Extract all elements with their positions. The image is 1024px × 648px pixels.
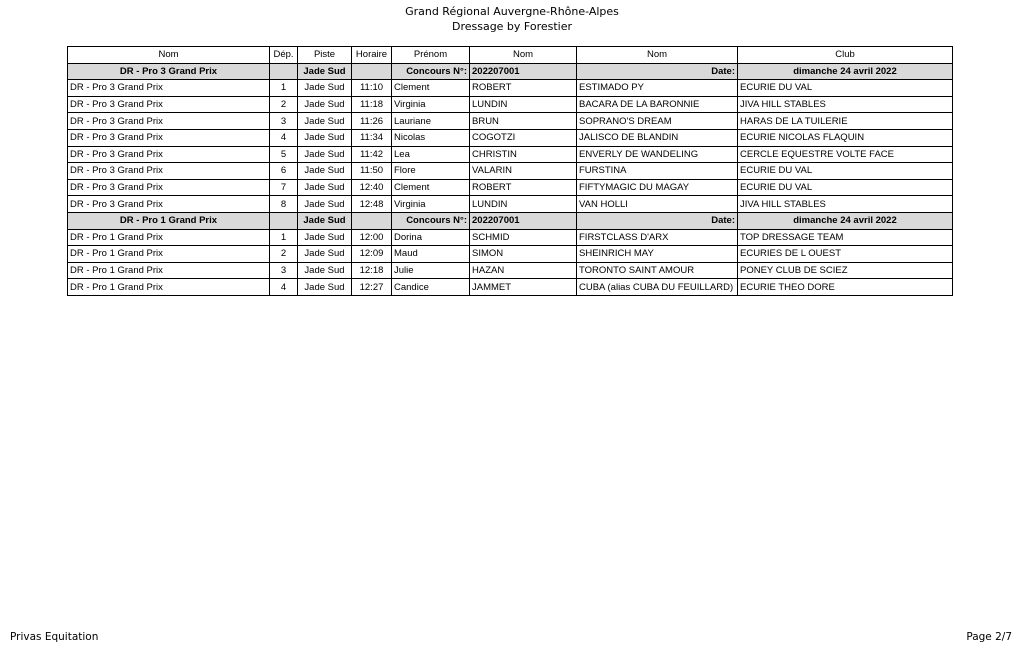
section-date-label: Date:: [577, 212, 738, 229]
cell-nom-cheval: SOPRANO'S DREAM: [577, 113, 738, 130]
cell-dep: 1: [270, 80, 298, 97]
table-row: [68, 196, 953, 213]
cell-prenom: Clement: [392, 80, 470, 97]
cell-piste: Jade Sud: [298, 113, 352, 130]
cell-nom-cavalier: BRUN: [470, 113, 577, 130]
cell-piste: Jade Sud: [298, 80, 352, 97]
header-cell-club: Club: [738, 47, 953, 64]
header-cell-epreuve: Nom: [68, 47, 270, 64]
section-concours-label: Concours N°:: [392, 212, 470, 229]
cell-club: JIVA HILL STABLES: [738, 196, 953, 213]
cell-epreuve: DR - Pro 3 Grand Prix: [68, 146, 270, 163]
cell-club: ECURIE THEO DORE: [738, 279, 953, 296]
cell-epreuve: DR - Pro 1 Grand Prix: [68, 246, 270, 263]
section-horaire: [352, 212, 392, 229]
section-date: dimanche 24 avril 2022: [738, 212, 953, 229]
table-row: [68, 129, 953, 146]
cell-piste: Jade Sud: [298, 262, 352, 279]
cell-nom-cavalier: LUNDIN: [470, 196, 577, 213]
cell-horaire: 12:00: [352, 229, 392, 246]
cell-club: JIVA HILL STABLES: [738, 96, 953, 113]
cell-dep: 2: [270, 246, 298, 263]
document-subtitle: Dressage by Forestier: [451, 20, 573, 33]
section-dep: [270, 63, 298, 80]
cell-dep: 4: [270, 279, 298, 296]
cell-nom-cavalier: CHRISTIN: [470, 146, 577, 163]
cell-prenom: Nicolas: [392, 129, 470, 146]
cell-nom-cavalier: COGOTZI: [470, 129, 577, 146]
section-piste: Jade Sud: [298, 63, 352, 80]
header-cell-dep: Dép.: [270, 47, 298, 64]
cell-club: PONEY CLUB DE SCIEZ: [738, 262, 953, 279]
cell-nom-cheval: SHEINRICH MAY: [577, 246, 738, 263]
cell-horaire: 12:48: [352, 196, 392, 213]
section-piste: Jade Sud: [298, 212, 352, 229]
cell-nom-cavalier: SCHMID: [470, 229, 577, 246]
start-list-table: [67, 46, 953, 296]
cell-dep: 6: [270, 163, 298, 180]
section-concours-label: Concours N°:: [392, 63, 470, 80]
cell-nom-cheval: ESTIMADO PY: [577, 80, 738, 97]
table-row: [68, 163, 953, 180]
cell-nom-cavalier: SIMON: [470, 246, 577, 263]
document-header: [0, 4, 1024, 34]
header-cell-prenom: Prénom: [392, 47, 470, 64]
cell-club: ECURIE DU VAL: [738, 80, 953, 97]
cell-prenom: Dorina: [392, 229, 470, 246]
cell-prenom: Virginia: [392, 96, 470, 113]
cell-epreuve: DR - Pro 3 Grand Prix: [68, 80, 270, 97]
cell-nom-cavalier: ROBERT: [470, 179, 577, 196]
cell-nom-cavalier: HAZAN: [470, 262, 577, 279]
section-epreuve: DR - Pro 1 Grand Prix: [68, 212, 270, 229]
cell-club: TOP DRESSAGE TEAM: [738, 229, 953, 246]
cell-prenom: Flore: [392, 163, 470, 180]
table-row: [68, 262, 953, 279]
section-date-label: Date:: [577, 63, 738, 80]
cell-nom-cheval: FIRSTCLASS D'ARX: [577, 229, 738, 246]
cell-piste: Jade Sud: [298, 96, 352, 113]
cell-prenom: Lea: [392, 146, 470, 163]
cell-dep: 3: [270, 113, 298, 130]
cell-nom-cheval: BACARA DE LA BARONNIE: [577, 96, 738, 113]
cell-horaire: 12:27: [352, 279, 392, 296]
table-row: [68, 279, 953, 296]
section-date: dimanche 24 avril 2022: [738, 63, 953, 80]
cell-nom-cheval: ENVERLY DE WANDELING: [577, 146, 738, 163]
cell-prenom: Maud: [392, 246, 470, 263]
cell-piste: Jade Sud: [298, 279, 352, 296]
cell-prenom: Candice: [392, 279, 470, 296]
cell-dep: 3: [270, 262, 298, 279]
cell-prenom: Lauriane: [392, 113, 470, 130]
cell-piste: Jade Sud: [298, 196, 352, 213]
table-header-row: [68, 47, 953, 64]
cell-horaire: 11:18: [352, 96, 392, 113]
footer-page-number: Page 2/7: [966, 631, 1012, 643]
cell-epreuve: DR - Pro 3 Grand Prix: [68, 179, 270, 196]
cell-prenom: Virginia: [392, 196, 470, 213]
table-row: [68, 229, 953, 246]
cell-nom-cavalier: VALARIN: [470, 163, 577, 180]
cell-horaire: 11:50: [352, 163, 392, 180]
header-cell-nom-cavalier: Nom: [470, 47, 577, 64]
cell-nom-cavalier: ROBERT: [470, 80, 577, 97]
footer-organizer: Privas Equitation: [10, 631, 99, 643]
cell-epreuve: DR - Pro 3 Grand Prix: [68, 196, 270, 213]
header-cell-piste: Piste: [298, 47, 352, 64]
cell-nom-cavalier: LUNDIN: [470, 96, 577, 113]
cell-piste: Jade Sud: [298, 246, 352, 263]
cell-epreuve: DR - Pro 1 Grand Prix: [68, 279, 270, 296]
cell-dep: 7: [270, 179, 298, 196]
cell-nom-cheval: TORONTO SAINT AMOUR: [577, 262, 738, 279]
cell-horaire: 12:40: [352, 179, 392, 196]
cell-nom-cheval: JALISCO DE BLANDIN: [577, 129, 738, 146]
cell-epreuve: DR - Pro 3 Grand Prix: [68, 113, 270, 130]
cell-nom-cheval: FURSTINA: [577, 163, 738, 180]
cell-dep: 5: [270, 146, 298, 163]
section-header-row: [68, 212, 953, 229]
cell-epreuve: DR - Pro 1 Grand Prix: [68, 262, 270, 279]
cell-dep: 4: [270, 129, 298, 146]
cell-nom-cheval: FIFTYMAGIC DU MAGAY: [577, 179, 738, 196]
cell-horaire: 11:26: [352, 113, 392, 130]
cell-club: CERCLE EQUESTRE VOLTE FACE: [738, 146, 953, 163]
cell-nom-cheval: VAN HOLLI: [577, 196, 738, 213]
table-row: [68, 113, 953, 130]
cell-prenom: Clement: [392, 179, 470, 196]
cell-nom-cheval: CUBA (alias CUBA DU FEUILLARD): [577, 279, 738, 296]
table-row: [68, 96, 953, 113]
cell-club: ECURIES DE L OUEST: [738, 246, 953, 263]
section-epreuve: DR - Pro 3 Grand Prix: [68, 63, 270, 80]
cell-club: HARAS DE LA TUILERIE: [738, 113, 953, 130]
cell-horaire: 12:09: [352, 246, 392, 263]
header-cell-nom-cheval: Nom: [577, 47, 738, 64]
cell-club: ECURIE NICOLAS FLAQUIN: [738, 129, 953, 146]
cell-club: ECURIE DU VAL: [738, 179, 953, 196]
cell-epreuve: DR - Pro 3 Grand Prix: [68, 129, 270, 146]
cell-piste: Jade Sud: [298, 229, 352, 246]
section-dep: [270, 212, 298, 229]
table-row: [68, 179, 953, 196]
cell-piste: Jade Sud: [298, 179, 352, 196]
section-horaire: [352, 63, 392, 80]
section-header-row: [68, 63, 953, 80]
document-title: Grand Régional Auvergne-Rhône-Alpes: [405, 5, 619, 18]
table-row: [68, 146, 953, 163]
cell-club: ECURIE DU VAL: [738, 163, 953, 180]
table-row: [68, 246, 953, 263]
cell-horaire: 11:42: [352, 146, 392, 163]
cell-piste: Jade Sud: [298, 146, 352, 163]
cell-piste: Jade Sud: [298, 129, 352, 146]
cell-dep: 1: [270, 229, 298, 246]
cell-piste: Jade Sud: [298, 163, 352, 180]
cell-horaire: 12:18: [352, 262, 392, 279]
cell-epreuve: DR - Pro 3 Grand Prix: [68, 163, 270, 180]
cell-epreuve: DR - Pro 1 Grand Prix: [68, 229, 270, 246]
header-cell-horaire: Horaire: [352, 47, 392, 64]
cell-horaire: 11:34: [352, 129, 392, 146]
cell-prenom: Julie: [392, 262, 470, 279]
cell-dep: 8: [270, 196, 298, 213]
cell-horaire: 11:10: [352, 80, 392, 97]
table-row: [68, 80, 953, 97]
cell-nom-cavalier: JAMMET: [470, 279, 577, 296]
section-concours-number: 202207001: [470, 212, 577, 229]
section-concours-number: 202207001: [470, 63, 577, 80]
cell-dep: 2: [270, 96, 298, 113]
cell-epreuve: DR - Pro 3 Grand Prix: [68, 96, 270, 113]
